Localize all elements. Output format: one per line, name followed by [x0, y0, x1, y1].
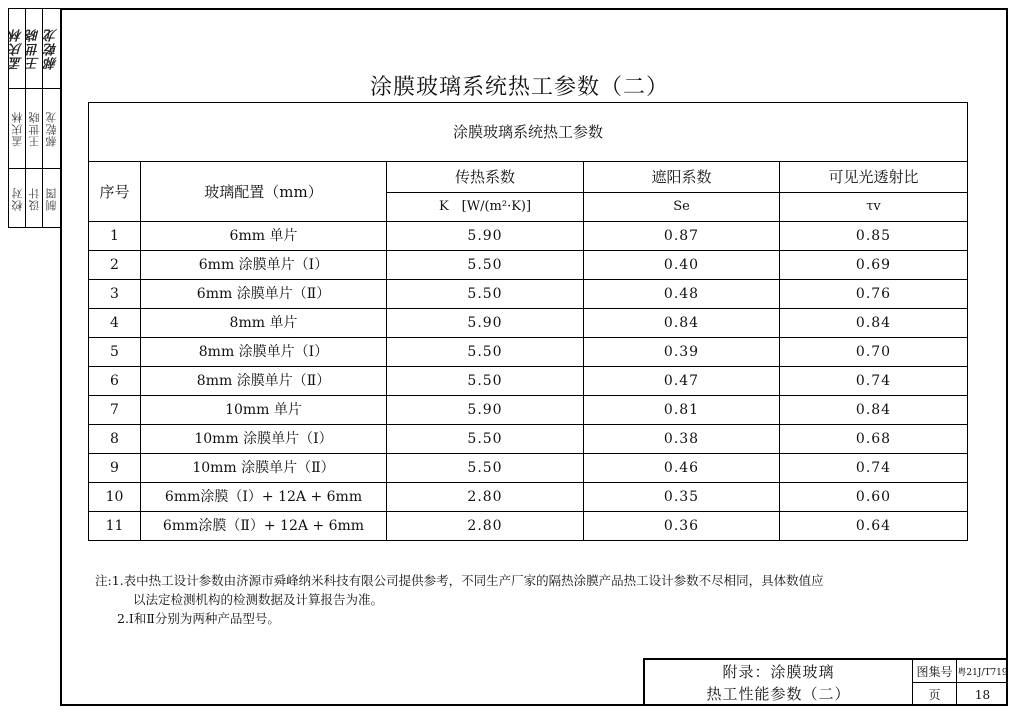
- seq-cell: 11: [89, 512, 141, 541]
- k-cell: 5.90: [387, 309, 584, 338]
- tv-cell: 0.69: [780, 251, 968, 280]
- k-cell: 5.90: [387, 222, 584, 251]
- config-cell: 6mm 单片: [141, 222, 387, 251]
- tv-cell: 0.68: [780, 425, 968, 454]
- seq-cell: 8: [89, 425, 141, 454]
- name-cell: [43, 89, 61, 169]
- thermal-parameters-table: [88, 102, 968, 541]
- config-cell: 6mm涂膜（Ⅰ）+ 12A + 6mm: [141, 483, 387, 512]
- seq-cell: 4: [89, 309, 141, 338]
- config-cell: 8mm 涂膜单片（Ⅰ）: [141, 338, 387, 367]
- page-label: 页: [913, 683, 957, 706]
- table-row: [89, 338, 968, 367]
- role-label: 制图: [45, 187, 58, 211]
- table-caption: 涂膜玻璃系统热工参数: [89, 103, 968, 162]
- page-title: 涂膜玻璃系统热工参数（二）: [370, 75, 670, 100]
- designer-name: 郝乾龙: [45, 110, 58, 147]
- se-cell: 0.46: [584, 454, 780, 483]
- k-cell: 5.50: [387, 425, 584, 454]
- se-cell: 0.87: [584, 222, 780, 251]
- table-row: [89, 512, 968, 541]
- table-row: [89, 222, 968, 251]
- atlas-label: 图集号: [913, 660, 957, 683]
- header-k-unit: K [W/(m²·K)]: [387, 193, 584, 222]
- title-block-grid: [913, 660, 1008, 706]
- config-cell: 8mm 单片: [141, 309, 387, 338]
- table-row: [89, 367, 968, 396]
- tv-cell: 0.76: [780, 280, 968, 309]
- k-cell: 5.90: [387, 396, 584, 425]
- se-cell: 0.40: [584, 251, 780, 280]
- config-cell: 6mm 涂膜单片（Ⅱ）: [141, 280, 387, 309]
- se-cell: 0.35: [584, 483, 780, 512]
- k-cell: 5.50: [387, 338, 584, 367]
- signature-strip: [8, 8, 60, 228]
- role-cell: [9, 169, 26, 229]
- name-cell: [9, 89, 26, 169]
- role-cell: [26, 169, 43, 229]
- config-cell: 10mm 单片: [141, 396, 387, 425]
- config-cell: 10mm 涂膜单片（Ⅱ）: [141, 454, 387, 483]
- designer-name: 孟庆林: [10, 110, 24, 147]
- signature-2: 王世晓: [26, 9, 43, 89]
- k-cell: 5.50: [387, 454, 584, 483]
- signature-column: [43, 9, 61, 227]
- signature-column: [26, 9, 43, 227]
- header-tv: 可见光透射比: [780, 162, 968, 193]
- role-cell: [43, 169, 61, 229]
- header-k: 传热系数: [387, 162, 584, 193]
- drawing-name: [645, 660, 913, 706]
- se-cell: 0.47: [584, 367, 780, 396]
- header-se: 遮阳系数: [584, 162, 780, 193]
- signature-1: 孟庆林: [9, 9, 26, 89]
- table-row: [89, 280, 968, 309]
- se-cell: 0.39: [584, 338, 780, 367]
- table-row: [89, 454, 968, 483]
- config-cell: 6mm涂膜（Ⅱ）+ 12A + 6mm: [141, 512, 387, 541]
- tv-cell: 0.84: [780, 309, 968, 338]
- k-cell: 2.80: [387, 483, 584, 512]
- seq-cell: 9: [89, 454, 141, 483]
- signature-column: [9, 9, 26, 227]
- config-cell: 8mm 涂膜单片（Ⅱ）: [141, 367, 387, 396]
- tv-cell: 0.84: [780, 396, 968, 425]
- table-row: [89, 396, 968, 425]
- se-cell: 0.36: [584, 512, 780, 541]
- se-cell: 0.84: [584, 309, 780, 338]
- header-tv-unit: τv: [780, 193, 968, 222]
- tv-cell: 0.60: [780, 483, 968, 512]
- header-seq: 序号: [89, 162, 141, 222]
- seq-cell: 1: [89, 222, 141, 251]
- tv-cell: 0.74: [780, 454, 968, 483]
- tv-cell: 0.70: [780, 338, 968, 367]
- se-cell: 0.81: [584, 396, 780, 425]
- header-se-unit: Se: [584, 193, 780, 222]
- seq-cell: 3: [89, 280, 141, 309]
- table-row: [89, 251, 968, 280]
- k-cell: 5.50: [387, 280, 584, 309]
- role-label: 校对: [10, 187, 24, 211]
- k-cell: 5.50: [387, 367, 584, 396]
- note-line-1: [95, 571, 824, 590]
- seq-cell: 7: [89, 396, 141, 425]
- role-label: 设计: [27, 187, 41, 211]
- seq-cell: 6: [89, 367, 141, 396]
- name-cell: [26, 89, 43, 169]
- table-row: [89, 425, 968, 454]
- notes: [95, 571, 824, 628]
- seq-cell: 10: [89, 483, 141, 512]
- config-cell: 10mm 涂膜单片（Ⅰ）: [141, 425, 387, 454]
- signature-3: 郝乾龙: [43, 9, 61, 89]
- designer-name: 王世晓: [27, 110, 41, 147]
- header-config: 玻璃配置（mm）: [141, 162, 387, 222]
- k-cell: 5.50: [387, 251, 584, 280]
- config-cell: 6mm 涂膜单片（Ⅰ）: [141, 251, 387, 280]
- table-row: [89, 483, 968, 512]
- se-cell: 0.38: [584, 425, 780, 454]
- k-cell: 2.80: [387, 512, 584, 541]
- note-1: 1.表中热工设计参数由济源市舜峰纳米科技有限公司提供参考，不同生产厂家的隔热涂膜产品热工设计参数不尽相同，具体数值应: [111, 573, 824, 588]
- tv-cell: 0.85: [780, 222, 968, 251]
- table-row: [89, 309, 968, 338]
- se-cell: 0.48: [584, 280, 780, 309]
- seq-cell: 2: [89, 251, 141, 280]
- atlas-number: 粤21J/T719: [957, 660, 1008, 683]
- tv-cell: 0.74: [780, 367, 968, 396]
- drawing-name-line-1: 附录：涂膜玻璃: [722, 663, 835, 681]
- note-prefix: 注:: [95, 573, 112, 588]
- tv-cell: 0.64: [780, 512, 968, 541]
- note-2: 2.Ⅰ和Ⅱ分别为两种产品型号。: [117, 611, 280, 626]
- drawing-name-line-2: 热工性能参数（二）: [706, 685, 851, 703]
- title-block: [643, 658, 1008, 706]
- note-1-continued: 以法定检测机构的检测数据及计算报告为准。: [133, 592, 384, 607]
- seq-cell: 5: [89, 338, 141, 367]
- page-number: 18: [974, 687, 991, 702]
